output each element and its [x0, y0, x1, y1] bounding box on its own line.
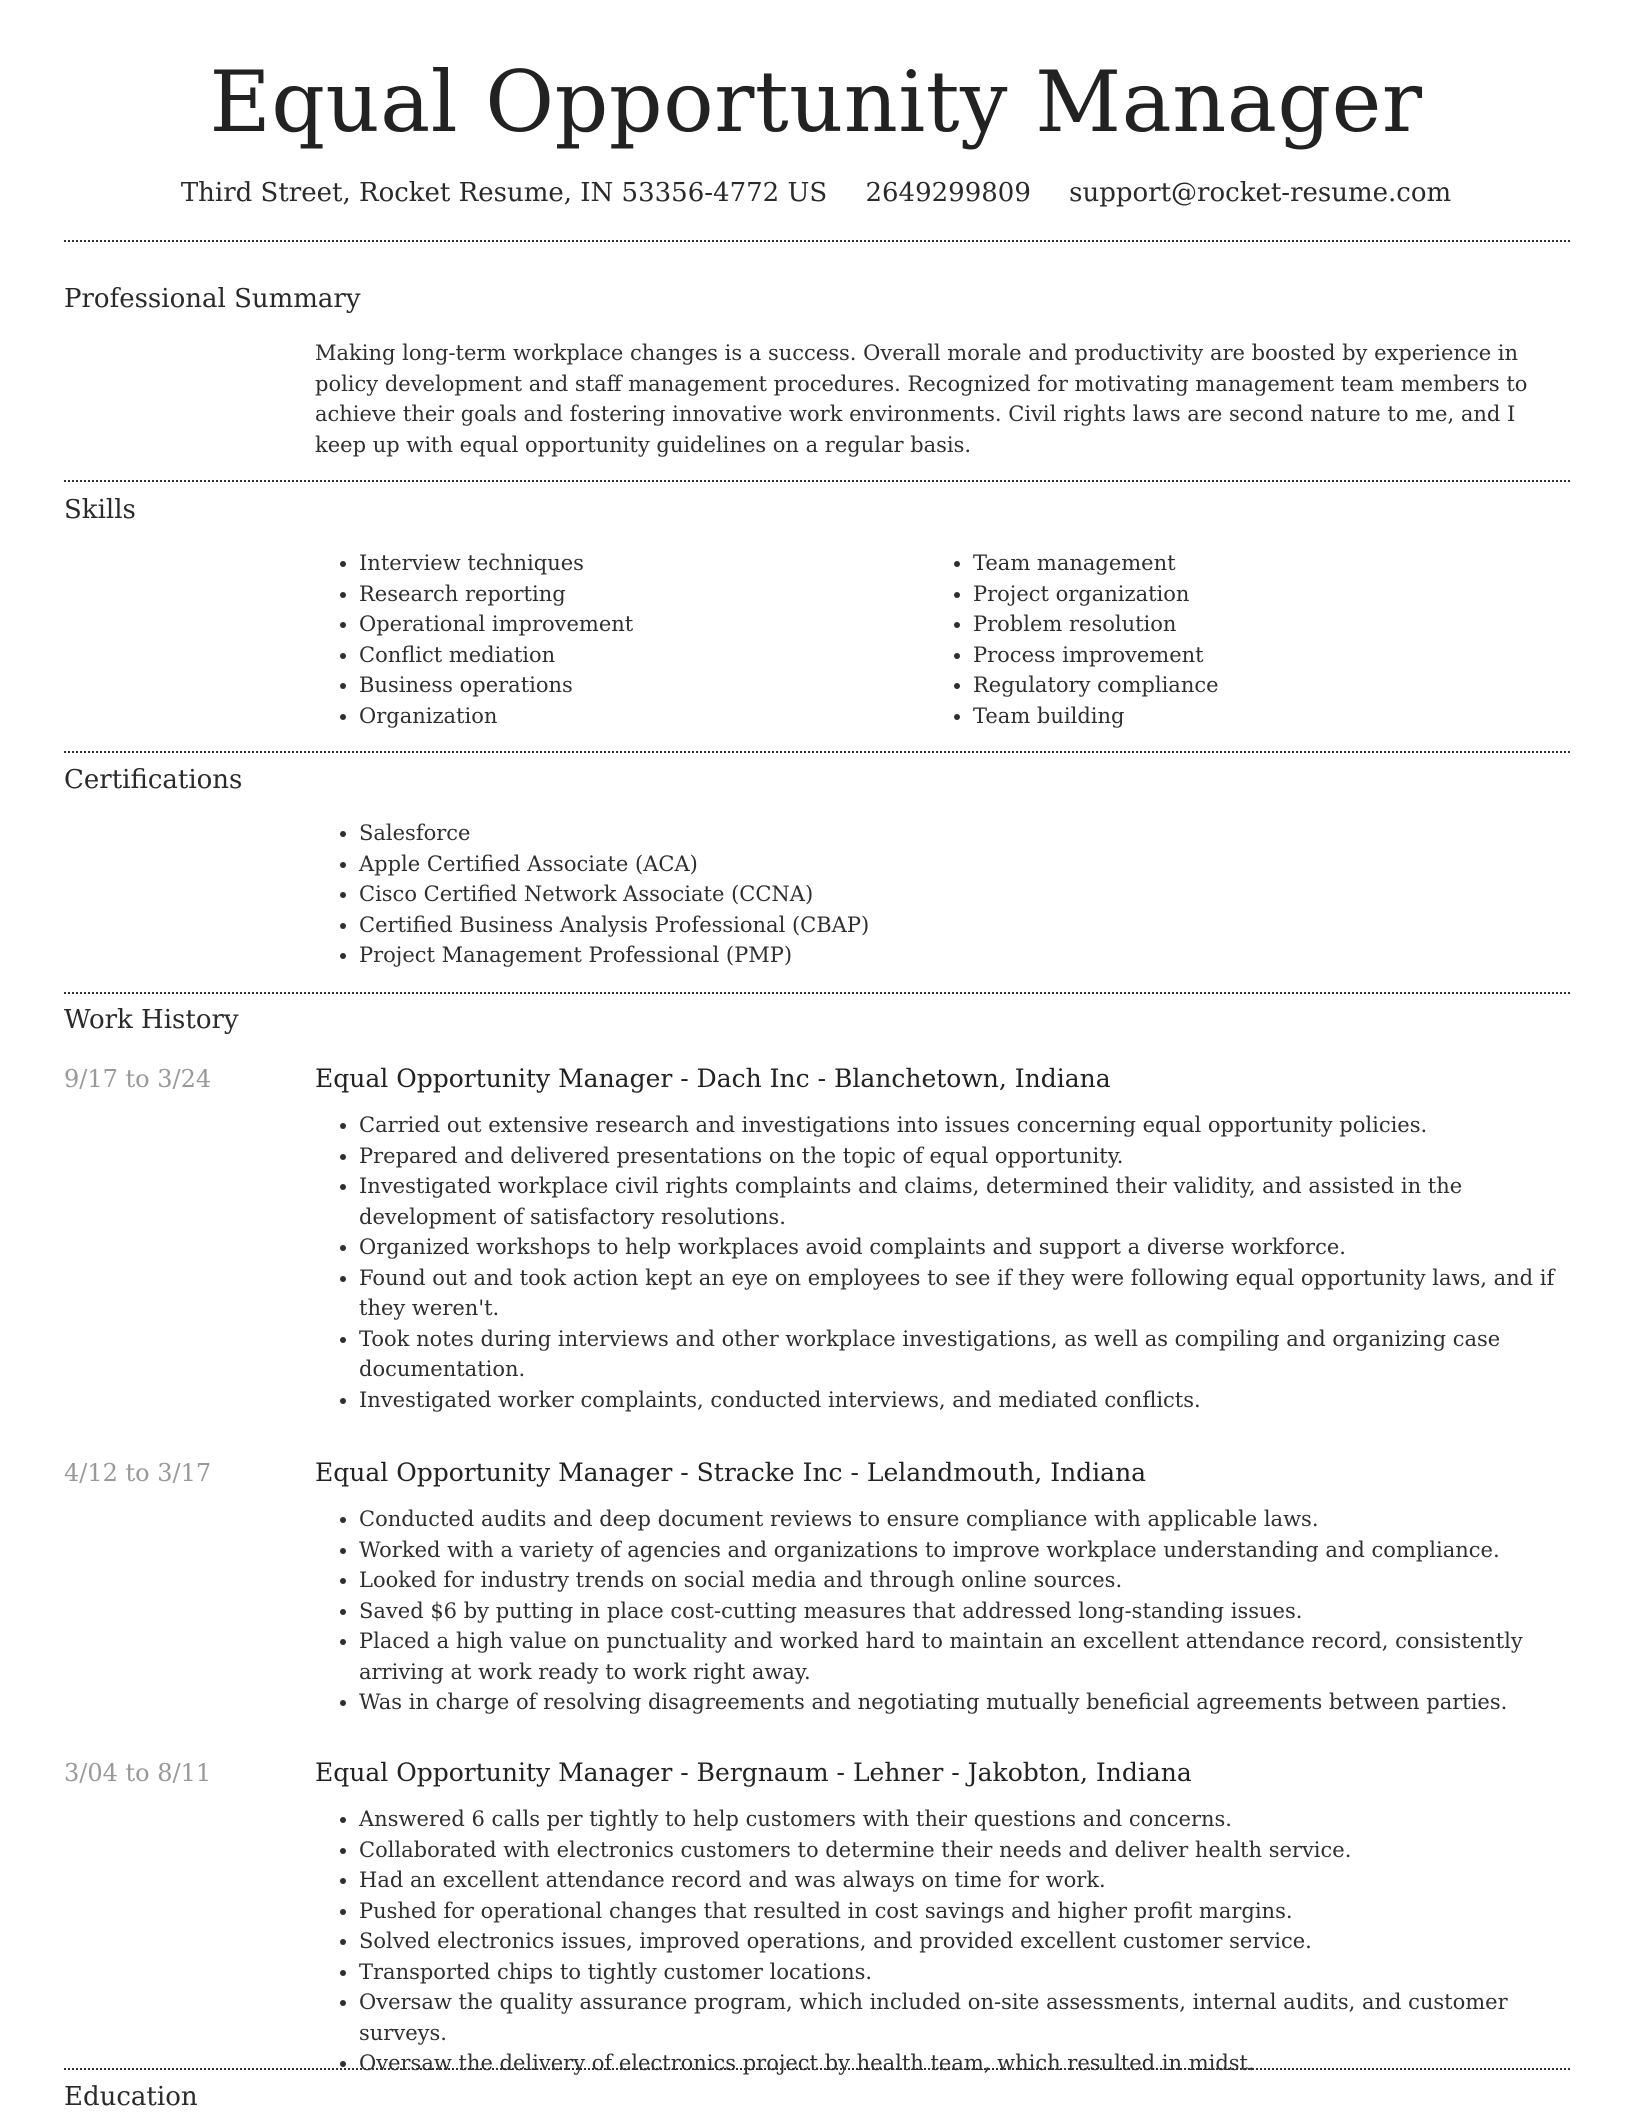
skills-list-right — [929, 548, 1549, 731]
skill-item: • Problem resolution — [973, 609, 1549, 640]
duty-item: • Looked for industry trends on social media and through online sources. — [359, 1565, 1565, 1596]
summary-text: Making long-term workplace changes is a success. Overall morale and productivity are boosted by experience in policy development and staff management procedures. Recognized for motivating management team members to achieve their goals and fostering innovative work environments. Civil rights laws are second nature to me, and I keep up with equal opportunity guidelines on a regular basis. — [315, 341, 1528, 457]
job-title: Equal Opportunity Manager - Stracke Inc - Lelandmouth, Indiana — [315, 1458, 1147, 1487]
duty-item: • Pushed for operational changes that resulted in cost savings and higher profit margins. — [359, 1896, 1565, 1927]
duty-item: • Organized workshops to help workplaces avoid complaints and support a diverse workforce. — [359, 1232, 1565, 1263]
job-duties — [315, 1110, 1565, 1415]
skill-item: • Organization — [359, 701, 915, 732]
divider — [64, 240, 1570, 242]
contact-email: support@rocket-resume.com — [1069, 178, 1452, 208]
duty-item: • Transported chips to tightly customer locations. — [359, 1957, 1565, 1988]
contact-phone: 2649299809 — [865, 178, 1031, 208]
skill-item: • Regulatory compliance — [973, 670, 1549, 701]
skill-item: • Team management — [973, 548, 1549, 579]
certifications-heading: Certifications — [64, 765, 243, 795]
skill-item: • Project organization — [973, 579, 1549, 610]
divider — [64, 992, 1570, 994]
work-history-heading: Work History — [64, 1005, 239, 1035]
duty-item: • Saved $6 by putting in place cost-cutting measures that addressed long-standing issues. — [359, 1596, 1565, 1627]
duty-item: • Solved electronics issues, improved operations, and provided excellent customer service. — [359, 1926, 1565, 1957]
duty-item: • Answered 6 calls per tightly to help customers with their questions and concerns. — [359, 1804, 1565, 1835]
summary-heading: Professional Summary — [64, 284, 361, 314]
job-dates: 9/17 to 3/24 — [64, 1065, 212, 1093]
duty-item: • Had an excellent attendance record and was always on time for work. — [359, 1865, 1565, 1896]
skill-item: • Conflict mediation — [359, 640, 915, 671]
duty-item: • Was in charge of resolving disagreements and negotiating mutually beneficial agreements between parties. — [359, 1687, 1565, 1718]
certification-item: • Salesforce — [359, 818, 1555, 849]
certification-item: • Apple Certified Associate (ACA) — [359, 849, 1555, 880]
job-duties — [315, 1504, 1565, 1718]
skill-item: • Business operations — [359, 670, 915, 701]
resume-name: Equal Opportunity Manager — [209, 53, 1423, 151]
certification-item: • Project Management Professional (PMP) — [359, 940, 1555, 971]
job-title: Equal Opportunity Manager - Bergnaum - Lehner - Jakobton, Indiana — [315, 1758, 1192, 1787]
skill-item: • Operational improvement — [359, 609, 915, 640]
skill-item: • Interview techniques — [359, 548, 915, 579]
skill-item: • Research reporting — [359, 579, 915, 610]
certifications-list — [315, 818, 1555, 971]
job-dates: 4/12 to 3/17 — [64, 1459, 212, 1487]
certification-item: • Certified Business Analysis Professional (CBAP) — [359, 910, 1555, 941]
divider — [64, 751, 1570, 753]
job-title: Equal Opportunity Manager - Dach Inc - Blanchetown, Indiana — [315, 1064, 1111, 1093]
duty-item: • Collaborated with electronics customers to determine their needs and deliver health service. — [359, 1835, 1565, 1866]
duty-item: • Investigated worker complaints, conducted interviews, and mediated conflicts. — [359, 1385, 1565, 1416]
divider — [64, 480, 1570, 482]
job-dates: 3/04 to 8/11 — [64, 1759, 212, 1787]
duty-item: • Conducted audits and deep document reviews to ensure compliance with applicable laws. — [359, 1504, 1565, 1535]
divider — [64, 2068, 1570, 2070]
duty-item: • Took notes during interviews and other workplace investigations, as well as compiling and organizing case documentation. — [359, 1324, 1565, 1385]
duty-item: • Found out and took action kept an eye on employees to see if they were following equal opportunity laws, and if they weren't. — [359, 1263, 1565, 1324]
duty-item: • Prepared and delivered presentations on the topic of equal opportunity. — [359, 1141, 1565, 1172]
skills-list-left — [315, 548, 915, 731]
skill-item: • Process improvement — [973, 640, 1549, 671]
duty-item: • Placed a high value on punctuality and worked hard to maintain an excellent attendance record, consistently arriving at work ready to work right away. — [359, 1626, 1565, 1687]
contact-line — [0, 176, 1632, 210]
duty-item: • Carried out extensive research and investigations into issues concerning equal opportunity policies. — [359, 1110, 1565, 1141]
job-duties — [315, 1804, 1565, 2079]
skill-item: • Team building — [973, 701, 1549, 732]
contact-address: Third Street, Rocket Resume, IN 53356-4772 US — [180, 178, 828, 208]
duty-item: • Oversaw the delivery of electronics project by health team, which resulted in midst. — [359, 2048, 1565, 2079]
certification-item: • Cisco Certified Network Associate (CCNA) — [359, 879, 1555, 910]
duty-item: • Worked with a variety of agencies and organizations to improve workplace understanding and compliance. — [359, 1535, 1565, 1566]
education-heading: Education — [64, 2082, 198, 2112]
skills-heading: Skills — [64, 495, 136, 525]
duty-item: • Investigated workplace civil rights complaints and claims, determined their validity, and assisted in the development of satisfactory resolutions. — [359, 1171, 1565, 1232]
duty-item: • Oversaw the quality assurance program, which included on-site assessments, internal audits, and customer surveys. — [359, 1987, 1565, 2048]
